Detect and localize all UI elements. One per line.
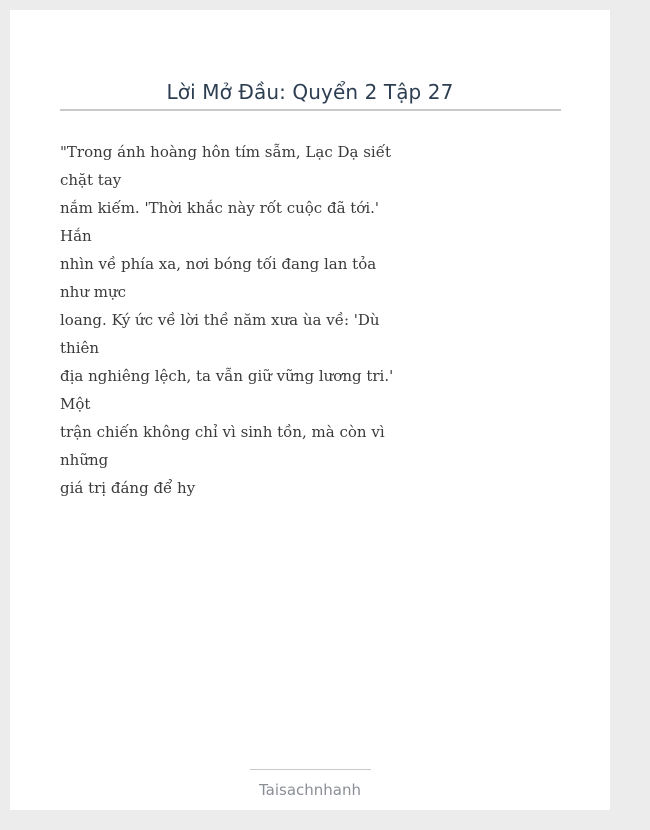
chapter-body: [60, 138, 394, 502]
body-line: như mực: [60, 283, 127, 301]
body-line: giá trị đáng để hy: [60, 479, 196, 497]
body-line: Một: [60, 395, 91, 413]
book-page: [10, 10, 610, 810]
body-line: địa nghiêng lệch, ta vẫn giữ vững lương tri.': [60, 367, 394, 385]
body-line: nắm kiếm. 'Thời khắc này rốt cuộc đã tới.': [60, 199, 380, 217]
body-line: trận chiến không chỉ vì sinh tồn, mà còn vì: [60, 423, 385, 441]
body-line: loang. Ký ức về lời thề năm xưa ùa về: 'Dù: [60, 311, 380, 329]
body-line: những: [60, 451, 109, 469]
title-divider: [60, 109, 561, 111]
body-line: "Trong ánh hoàng hôn tím sẫm, Lạc Dạ siết: [60, 143, 391, 161]
footer-divider: [250, 769, 371, 770]
chapter-title: Lời Mở Đầu: Quyển 2 Tập 27: [166, 80, 454, 104]
body-line: chặt tay: [60, 171, 122, 189]
site-watermark: Taisachnhanh: [258, 781, 362, 799]
body-line: nhìn về phía xa, nơi bóng tối đang lan tỏa: [60, 255, 377, 273]
body-line: thiên: [60, 339, 100, 357]
body-line: Hắn: [60, 227, 92, 245]
